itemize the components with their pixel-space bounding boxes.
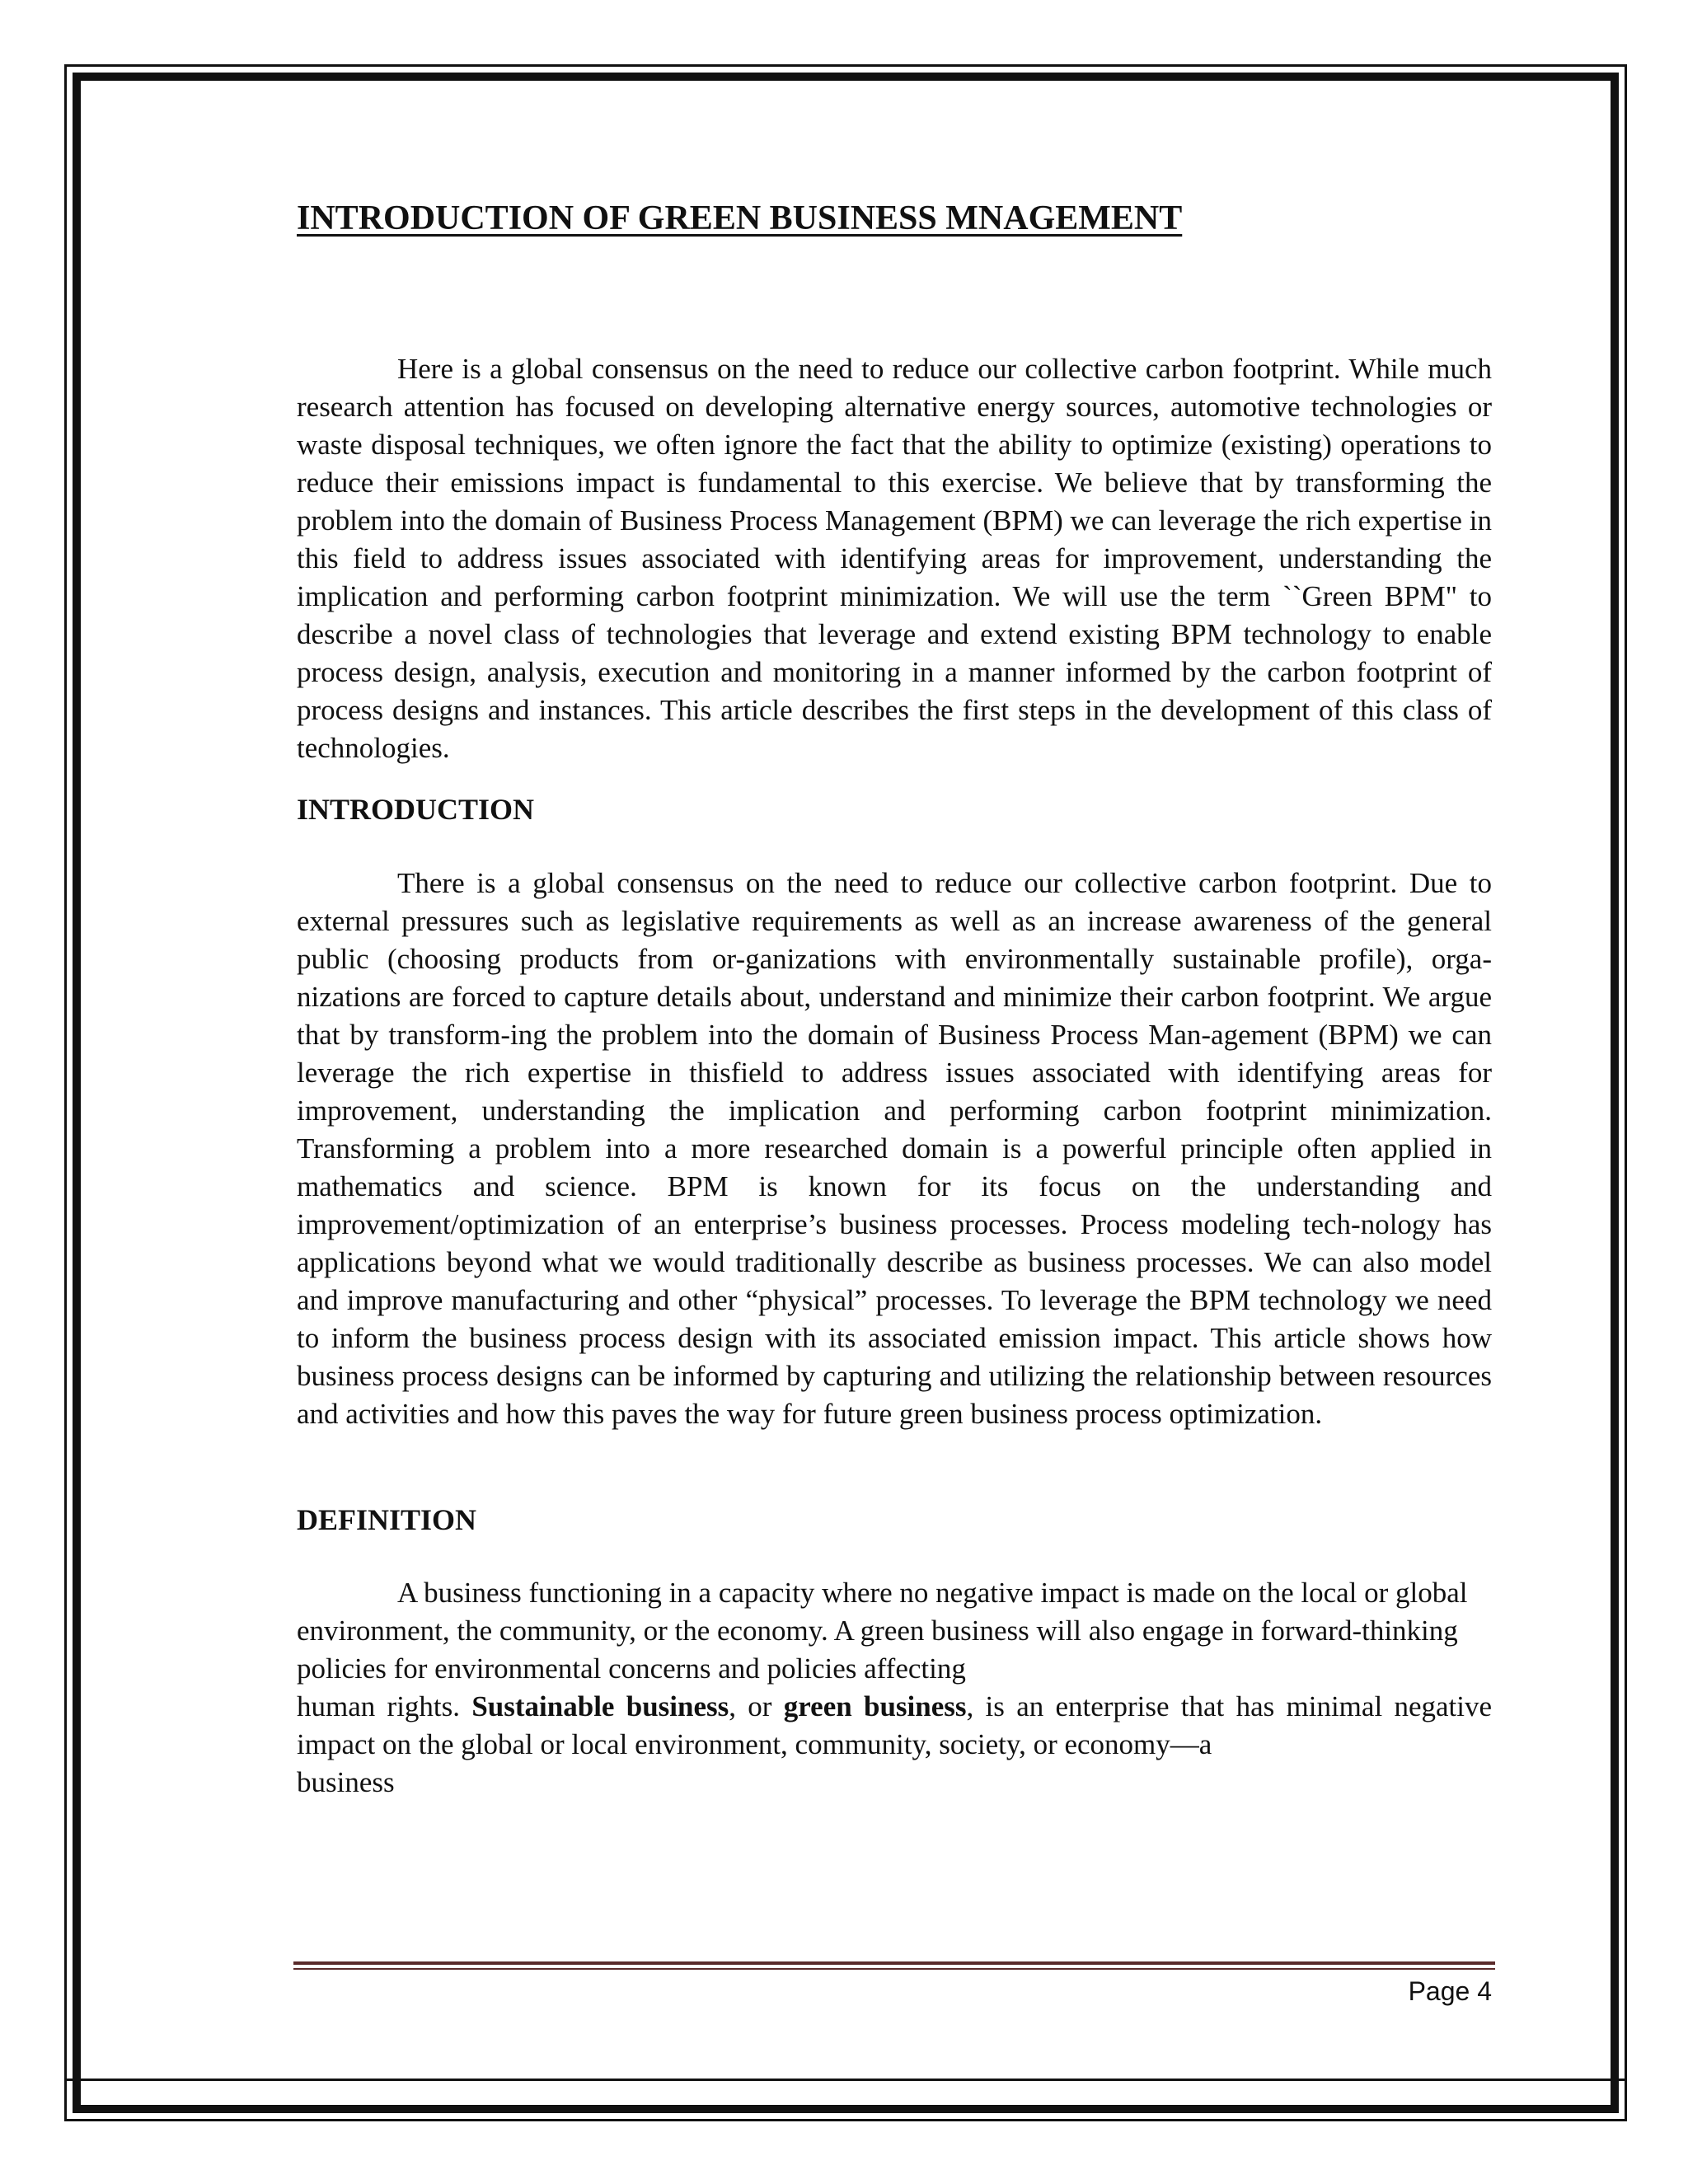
definition-text-end: , is an enterprise that has minimal negative impact on the global or local environment, community, society, or economy—a xyxy=(297,1690,1493,1760)
footer-rule-thin xyxy=(293,1968,1495,1970)
definition-text-middle: , or xyxy=(729,1690,784,1722)
term-green-business: green business xyxy=(783,1690,967,1722)
definition-text-start: human rights. xyxy=(297,1690,472,1722)
footer-rule-thick xyxy=(293,1961,1495,1965)
definition-paragraph-tail: business xyxy=(297,1765,395,1798)
definition-paragraph-2 xyxy=(297,1688,1492,1764)
definition-heading: DEFINITION xyxy=(297,1502,477,1536)
document-body xyxy=(297,198,1492,1802)
term-sustainable-business: Sustainable business xyxy=(471,1690,729,1722)
definition-paragraph-1: A business functioning in a capacity where no negative impact is made on the local or global environment, the community, or the economy. A green business will also engage in forward-thinking policies for environmental concerns and policies affecting xyxy=(297,1576,1468,1685)
introduction-heading: INTRODUCTION xyxy=(297,793,535,827)
page-number: Page 4 xyxy=(1408,1976,1492,2006)
document-title: INTRODUCTION OF GREEN BUSINESS MNAGEMENT xyxy=(297,199,1183,237)
abstract-paragraph: Here is a global consensus on the need to reduce our collective carbon footprint. While much research attention has focused on developing alternative energy sources, automotive technologies or waste disposal techniques, we often ignore the fact that the ability to optimize (existing) operations to reduce their emissions impact is fundamental to this exercise. We believe that by transforming the problem into the domain of Business Process Management (BPM) we can leverage the rich expertise in this field to address issues associated with identifying areas for improvement, understanding the implication and performing carbon footprint minimization. We will use the term ``Green BPM" to describe a novel class of technologies that leverage and extend existing BPM technology to enable process design, analysis, execution and monitoring in a manner informed by the carbon footprint of process designs and instances. This article describes the first steps in the development of this class of technologies. xyxy=(297,353,1492,765)
introduction-paragraph: There is a global consensus on the need to reduce our collective carbon footprint. Due to external pressures such as legislative requirements as well as an increase awareness of the general public (choosing products from or-ganizations with environmentally sustainable profile), orga-nizations are forced to capture details about, understand and minimize their carbon footprint. We argue that by transform-ing the problem into the domain of Business Process Man-agement (BPM) we can leverage the rich expertise in thisfield to address issues associated with identifying areas for improvement, understanding the implication and performing carbon footprint minimization. Transforming a problem into a more researched domain is a powerful principle often applied in mathematics and science. BPM is known for its focus on the understanding and improvement/optimization of an enterprise’s business processes. Process modeling tech-nology has applications beyond what we would traditionally describe as business processes. We can also model and improve manufacturing and other “physical” processes. To leverage the BPM technology we need to inform the business process design with its associated emission impact. This article shows how business process designs can be informed by capturing and utilizing the relationship between resources and activities and how this paves the way for future green business process optimization. xyxy=(297,866,1492,1430)
page-border-bottom-line xyxy=(64,2079,1627,2081)
